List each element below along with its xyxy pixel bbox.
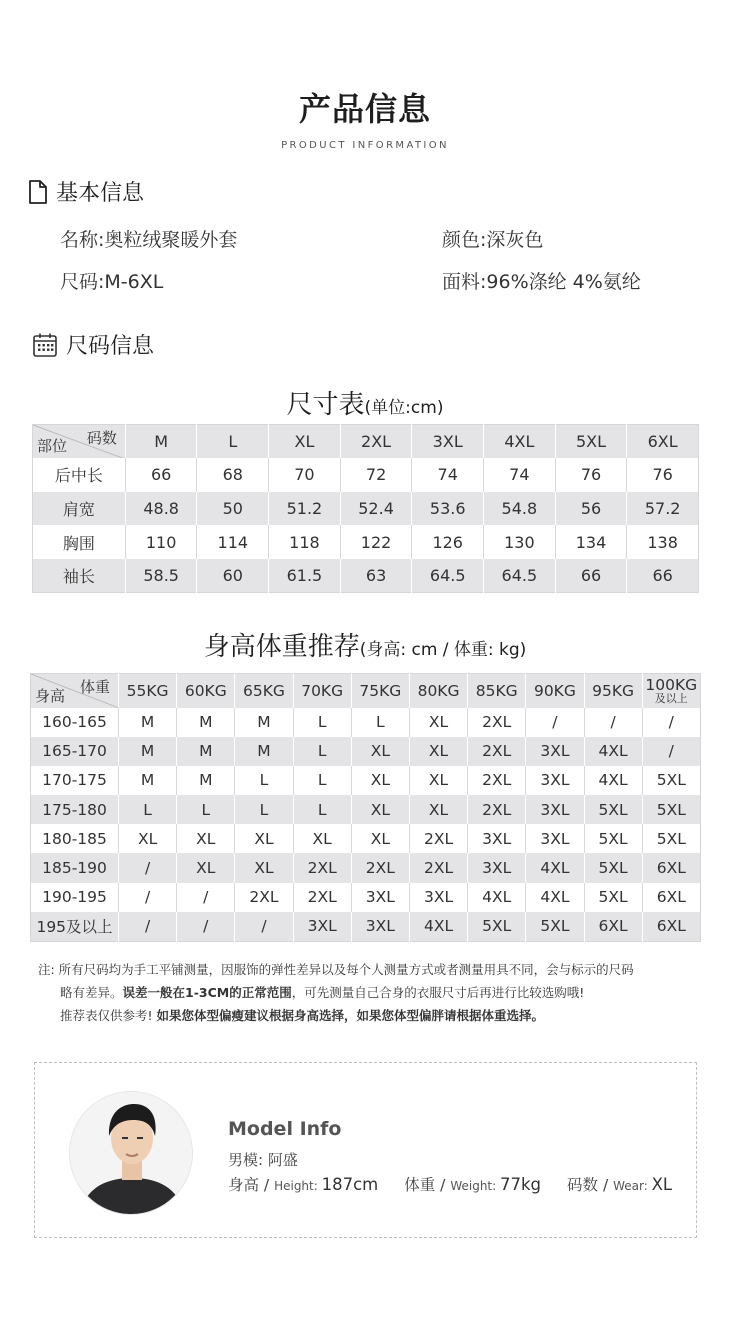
recommend-cell: L	[293, 795, 351, 824]
size_table-corner-cell	[33, 425, 126, 459]
size-cell: 54.8	[484, 492, 556, 526]
weight-column-header: 80KG	[409, 674, 467, 708]
size-column-header: 3XL	[412, 425, 484, 459]
recommend-cell: 3XL	[526, 737, 584, 766]
recommend-cell: XL	[235, 824, 293, 853]
size-cell: 118	[269, 525, 341, 559]
size-table-row	[33, 525, 699, 559]
recommend-cell: XL	[351, 795, 409, 824]
recommend-cell: 2XL	[409, 824, 467, 853]
recommend-cell: 2XL	[468, 708, 526, 737]
size-table-row	[33, 492, 699, 526]
recommend-cell: M	[119, 766, 177, 795]
recommend-cell: 2XL	[468, 795, 526, 824]
recommend-cell: L	[235, 766, 293, 795]
recommend-cell: /	[177, 883, 235, 912]
size-table	[32, 424, 699, 593]
recommend-cell: XL	[351, 766, 409, 795]
recommend-cell: L	[293, 766, 351, 795]
size-cell: 130	[484, 525, 556, 559]
recommend-cell: 6XL	[642, 883, 700, 912]
size-cell: 53.6	[412, 492, 484, 526]
product-size-range: 尺码:M-6XL	[60, 271, 164, 293]
size-column-header: XL	[269, 425, 341, 459]
model-height-value: 187cm	[321, 1175, 379, 1194]
recommend-cell: 5XL	[584, 883, 642, 912]
recommend-cell: /	[119, 883, 177, 912]
height-row-label: 180-185	[31, 824, 119, 853]
recommend-cell: /	[119, 853, 177, 882]
size-cell: 74	[484, 458, 556, 492]
weight-column-last-line-1: 100KG	[645, 675, 698, 694]
recommend-table-row	[31, 737, 701, 766]
model-height-cn: 身高 /	[228, 1176, 275, 1194]
size-column-header: M	[125, 425, 197, 459]
recommend-table-row	[31, 912, 701, 941]
size-column-header: L	[197, 425, 269, 459]
size-table-row	[33, 458, 699, 492]
recommend-cell: L	[235, 795, 293, 824]
size-notes	[38, 958, 698, 1027]
size-row-label: 袖长	[33, 559, 126, 593]
recommend-cell: 3XL	[468, 824, 526, 853]
recommend-cell: /	[177, 912, 235, 941]
recommend-cell: 5XL	[584, 824, 642, 853]
size-table-row	[33, 559, 699, 593]
size-cell: 66	[627, 559, 699, 593]
recommend-table-row	[31, 708, 701, 737]
page-subtitle: PRODUCT INFORMATION	[281, 140, 449, 151]
recommend-cell: XL	[177, 853, 235, 882]
height-row-label: 170-175	[31, 766, 119, 795]
recommend-cell: /	[642, 708, 700, 737]
recommend-cell: 3XL	[409, 883, 467, 912]
size-cell: 64.5	[484, 559, 556, 593]
size_table-corner-top: 码数	[86, 429, 117, 447]
recommend-cell: 3XL	[526, 824, 584, 853]
recommend-cell: 4XL	[526, 883, 584, 912]
height-row-label: 195及以上	[31, 912, 119, 941]
recommend-cell: /	[235, 912, 293, 941]
product-fabric: 面料:96%涤纶 4%氨纶	[442, 271, 641, 293]
size-cell: 51.2	[269, 492, 341, 526]
note-line-2	[38, 981, 698, 1004]
model-weight-en: Weight:	[450, 1179, 500, 1193]
recommend-cell: /	[642, 737, 700, 766]
model-name: 男模: 阿盛	[228, 1151, 298, 1169]
basic-info-heading-text: 基本信息	[56, 181, 145, 206]
recommend-table-row	[31, 824, 701, 853]
recommend-cell: M	[177, 708, 235, 737]
weight-column-header: 90KG	[526, 674, 584, 708]
recommend-table-title	[0, 626, 730, 663]
recommend-cell: 6XL	[584, 912, 642, 941]
size-info-heading-text: 尺码信息	[66, 334, 155, 359]
weight-column-header: 75KG	[351, 674, 409, 708]
recommend-cell: /	[526, 708, 584, 737]
size-column-header: 2XL	[340, 425, 412, 459]
recommend-cell: XL	[235, 853, 293, 882]
size-cell: 61.5	[269, 559, 341, 593]
recommend-table-row	[31, 883, 701, 912]
recommend-cell: M	[235, 708, 293, 737]
height-row-label: 190-195	[31, 883, 119, 912]
size-cell: 70	[269, 458, 341, 492]
size-cell: 58.5	[125, 559, 197, 593]
recommend-table-title-text: 身高体重推荐	[203, 632, 360, 662]
recommend-cell: 5XL	[584, 853, 642, 882]
size-cell: 63	[340, 559, 412, 593]
weight-column-header: 65KG	[235, 674, 293, 708]
recommend-cell: 4XL	[409, 912, 467, 941]
recommend-table-row	[31, 766, 701, 795]
model-stats	[228, 1173, 672, 1195]
weight-column-header-last	[642, 674, 700, 708]
height-row-label: 165-170	[31, 737, 119, 766]
recommend-cell: 6XL	[642, 853, 700, 882]
size-cell: 66	[125, 458, 197, 492]
size_table-corner-bottom: 部位	[37, 437, 68, 456]
size-table-header-row	[33, 425, 699, 459]
recommend-cell: 5XL	[468, 912, 526, 941]
size-cell: 48.8	[125, 492, 197, 526]
size-cell: 72	[340, 458, 412, 492]
recommend-cell: M	[119, 708, 177, 737]
recommend-cell: L	[119, 795, 177, 824]
recommend-cell: XL	[293, 824, 351, 853]
recommend-cell: M	[177, 766, 235, 795]
size-row-label: 肩宽	[33, 492, 126, 526]
product-name: 名称:奥粒绒聚暖外套	[60, 229, 238, 251]
weight-column-header: 85KG	[468, 674, 526, 708]
note-line-2-c: ，可先测量自己合身的衣服尺寸后再进行比较选购哦!	[291, 985, 585, 1000]
weight-column-header: 95KG	[584, 674, 642, 708]
basic-info-heading	[28, 176, 144, 207]
size-cell: 56	[555, 492, 627, 526]
recommend-cell: 3XL	[293, 912, 351, 941]
size-cell: 110	[125, 525, 197, 559]
size-column-header: 6XL	[627, 425, 699, 459]
recommend-cell: 4XL	[468, 883, 526, 912]
recommend-cell: 3XL	[468, 853, 526, 882]
model-wear-value: XL	[651, 1175, 673, 1194]
recommend-cell: 2XL	[351, 853, 409, 882]
size-cell: 68	[197, 458, 269, 492]
height-row-label: 175-180	[31, 795, 119, 824]
recommend-cell: 2XL	[293, 853, 351, 882]
size-cell: 76	[555, 458, 627, 492]
model-wear-cn: 码数 /	[567, 1176, 614, 1194]
weight-column-header: 55KG	[119, 674, 177, 708]
size-cell: 76	[627, 458, 699, 492]
recommend-table-header-row	[31, 674, 701, 708]
recommend-cell: 4XL	[526, 853, 584, 882]
recommend-cell: 3XL	[526, 766, 584, 795]
recommend-cell: 2XL	[235, 883, 293, 912]
recommend-table-row	[31, 853, 701, 882]
recommend-cell: M	[235, 737, 293, 766]
calendar-icon	[32, 332, 58, 358]
size-table-unit: (单位:cm)	[364, 398, 444, 418]
recommend-cell: 3XL	[351, 883, 409, 912]
recommend-cell: XL	[409, 737, 467, 766]
recommend-cell: XL	[119, 824, 177, 853]
recommend-cell: 5XL	[584, 795, 642, 824]
recommend-cell: L	[293, 708, 351, 737]
size-cell: 60	[197, 559, 269, 593]
size-cell: 57.2	[627, 492, 699, 526]
model-height-en: Height:	[274, 1179, 322, 1193]
size-cell: 138	[627, 525, 699, 559]
recommend-table-unit: (身高: cm / 体重: kg)	[359, 640, 527, 660]
size-cell: 50	[197, 492, 269, 526]
size-cell: 122	[340, 525, 412, 559]
note-line-1: 注: 所有尺码均为手工平铺测量，因服饰的弹性差异以及每个人测量方式或者测量用具不同，会与标示的尺码	[38, 962, 634, 977]
recommend-cell: 2XL	[468, 737, 526, 766]
recommend-cell: 5XL	[526, 912, 584, 941]
recommend-cell: 3XL	[351, 912, 409, 941]
recommend-cell: 2XL	[293, 883, 351, 912]
height-row-label: 185-190	[31, 853, 119, 882]
recommend_table-corner-cell	[31, 674, 119, 708]
recommend-cell: /	[584, 708, 642, 737]
size-cell: 126	[412, 525, 484, 559]
model-wear-en: Wear:	[613, 1179, 652, 1193]
recommend-cell: 4XL	[584, 766, 642, 795]
size-table-title-text: 尺寸表	[286, 390, 365, 420]
size-row-label: 胸围	[33, 525, 126, 559]
recommend-cell: XL	[351, 737, 409, 766]
size-cell: 66	[555, 559, 627, 593]
note-line-2-a: 略有差异。	[60, 985, 123, 1000]
recommend-cell: L	[177, 795, 235, 824]
recommend-cell: XL	[409, 766, 467, 795]
recommend-cell: M	[177, 737, 235, 766]
recommend-cell: XL	[177, 824, 235, 853]
recommend_table-corner-top: 体重	[79, 678, 110, 696]
size-cell: 74	[412, 458, 484, 492]
recommend-cell: 5XL	[642, 824, 700, 853]
size-info-heading	[32, 329, 154, 360]
model-info-card	[34, 1062, 697, 1238]
recommend-cell: XL	[351, 824, 409, 853]
recommend-cell: 5XL	[642, 766, 700, 795]
recommend-cell: 6XL	[642, 912, 700, 941]
size-table-title	[0, 384, 730, 421]
model-weight-value: 77kg	[500, 1175, 542, 1194]
recommend-cell: /	[119, 912, 177, 941]
size-cell: 64.5	[412, 559, 484, 593]
recommend-cell: 3XL	[526, 795, 584, 824]
recommend-cell: 4XL	[584, 737, 642, 766]
note-line-3	[38, 1004, 698, 1027]
model-weight-cn: 体重 /	[404, 1176, 451, 1194]
recommend-cell: 2XL	[468, 766, 526, 795]
recommend-cell: L	[351, 708, 409, 737]
recommend_table-corner-bottom: 身高	[35, 686, 66, 705]
model-info-title: Model Info	[228, 1118, 342, 1140]
product-color: 颜色:深灰色	[442, 229, 544, 251]
recommend-table-row	[31, 795, 701, 824]
size-cell: 52.4	[340, 492, 412, 526]
size-column-header: 5XL	[555, 425, 627, 459]
weight-column-header: 70KG	[293, 674, 351, 708]
recommend-cell: 5XL	[642, 795, 700, 824]
recommend-cell: XL	[409, 795, 467, 824]
size-cell: 134	[555, 525, 627, 559]
recommend-table	[30, 673, 701, 942]
weight-column-last-line-2: 及以上	[654, 692, 688, 705]
size-row-label: 后中长	[33, 458, 126, 492]
size-column-header: 4XL	[484, 425, 556, 459]
weight-column-header: 60KG	[177, 674, 235, 708]
model-avatar	[69, 1091, 193, 1215]
note-line-3-a: 推荐表仅供参考!	[60, 1008, 157, 1023]
size-cell: 114	[197, 525, 269, 559]
page-title: 产品信息	[298, 90, 431, 128]
note-line-3-b: 如果您体型偏瘦建议根据身高选择，如果您体型偏胖请根据体重选择。	[156, 1008, 545, 1023]
recommend-cell: L	[293, 737, 351, 766]
recommend-cell: M	[119, 737, 177, 766]
height-row-label: 160-165	[31, 708, 119, 737]
recommend-cell: XL	[409, 708, 467, 737]
note-line-2-b: 误差一般在1-3CM的正常范围	[122, 985, 292, 1000]
document-icon	[28, 180, 48, 204]
recommend-cell: 2XL	[409, 853, 467, 882]
